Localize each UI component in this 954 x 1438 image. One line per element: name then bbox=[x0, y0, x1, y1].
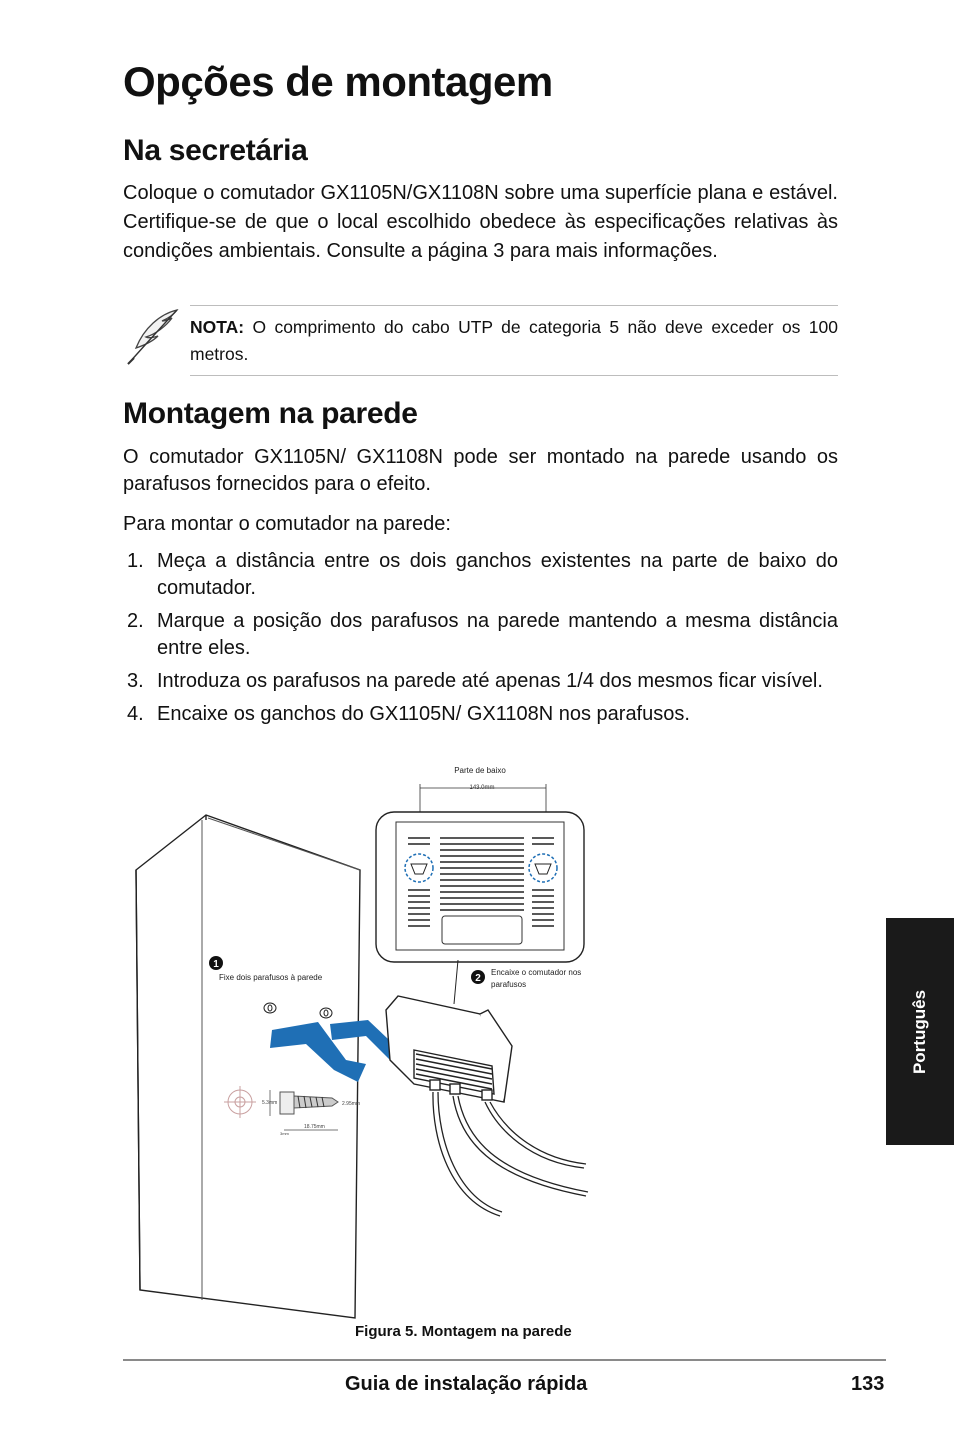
step1-number: 1 bbox=[213, 959, 219, 970]
section-intro-wall: O comutador GX1105N/ GX1108N pode ser montado na parede usando os parafusos fornecidos para o efeito. bbox=[123, 446, 838, 495]
note-label: NOTA: bbox=[190, 317, 245, 337]
note-bottom-rule bbox=[190, 375, 838, 376]
width-dimension: 143.0mm bbox=[469, 785, 495, 791]
footer-title: Guia de instalação rápida bbox=[345, 1373, 588, 1395]
screw-length-dimension: 18.75mm bbox=[304, 1124, 325, 1130]
switch-bottom-view bbox=[376, 812, 584, 962]
steps-list bbox=[123, 548, 838, 734]
step-item bbox=[123, 668, 838, 695]
switch-perspective bbox=[386, 996, 512, 1102]
step-item bbox=[123, 548, 838, 602]
note-text bbox=[190, 314, 838, 368]
step2-label-line1: Encaixe o comutador nos bbox=[491, 968, 582, 977]
screw-head-dimension: 5.3mm bbox=[262, 1100, 278, 1106]
screw-shaft-dimension: 2.95mm bbox=[342, 1101, 361, 1107]
screw-small-dimension: 3mm bbox=[280, 1131, 289, 1136]
footer-rule bbox=[123, 1359, 886, 1361]
figure-caption: Figura 5. Montagem na parede bbox=[355, 1323, 572, 1340]
step-item bbox=[123, 608, 838, 662]
step-text: Marque a posição dos parafusos na parede mantendo a mesma distância entre eles. bbox=[157, 610, 838, 659]
step-number: 1. bbox=[127, 550, 144, 572]
step1-label: Fixe dois parafusos à parede bbox=[219, 973, 323, 982]
step-number: 2. bbox=[127, 610, 144, 632]
page-title: Opções de montagem bbox=[123, 58, 553, 105]
step-text: Meça a distância entre os dois ganchos existentes na parte de baixo do comutador. bbox=[157, 550, 838, 599]
section-body-desk: Coloque o comutador GX1105N/GX1108N sobre uma superfície plana e estável. Certifique-se de que o local escolhido obedece às especificações relativas às condições ambientais. Consulte a página 3 para mais informações. bbox=[123, 182, 838, 262]
section-heading-desk: Na secretária bbox=[123, 134, 308, 167]
step-item bbox=[123, 701, 838, 728]
step-number: 4. bbox=[127, 703, 144, 725]
step-number: 3. bbox=[127, 670, 144, 692]
bottom-view-label: Parte de baixo bbox=[454, 766, 506, 775]
quill-icon bbox=[122, 306, 184, 368]
step2-label-line2: parafusos bbox=[491, 980, 527, 989]
section-lead-wall: Para montar o comutador na parede: bbox=[123, 513, 451, 535]
language-tab-label: Português bbox=[910, 989, 929, 1074]
wall-box bbox=[136, 815, 360, 1318]
step-text: Encaixe os ganchos do GX1105N/ GX1108N nos parafusos. bbox=[157, 703, 690, 725]
section-heading-wall: Montagem na parede bbox=[123, 397, 418, 430]
step-text: Introduza os parafusos na parede até apenas 1/4 dos mesmos ficar visível. bbox=[157, 670, 823, 692]
language-side-tab bbox=[886, 918, 954, 1145]
note-body: O comprimento do cabo UTP de categoria 5 não deve exceder os 100 metros. bbox=[190, 317, 838, 364]
note-top-rule bbox=[190, 305, 838, 306]
page-number: 133 bbox=[851, 1373, 885, 1395]
wall-mount-illustration bbox=[120, 760, 600, 1320]
step2-number: 2 bbox=[475, 973, 481, 984]
network-cables bbox=[433, 1092, 588, 1216]
